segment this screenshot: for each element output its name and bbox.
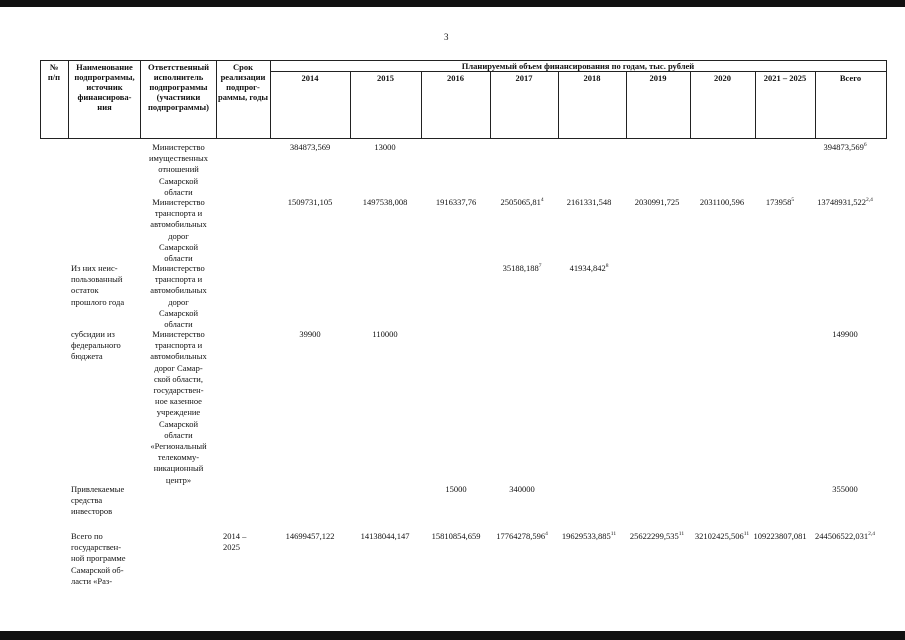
value-cell (800, 484, 890, 494)
header-col-executor: Ответственный исполнитель подпрограммы (участники подпрограммы) (147, 62, 210, 112)
value-number: 173958 (765, 197, 792, 207)
value-number: 17764278,596 (496, 531, 546, 541)
value-number: 110000 (372, 329, 398, 339)
header-col-term: Срок реализации подпрог- раммы, годы (217, 62, 269, 102)
page-number: 3 (444, 32, 449, 42)
row-executor-line: учреждение (156, 407, 201, 418)
header-year-2: 2016 (447, 73, 464, 83)
value-number: 1509731,105 (287, 197, 333, 207)
value-number: 13748931,522 (817, 197, 866, 207)
row-name-line: Всего по (71, 531, 103, 541)
footnote-mark: 11 (678, 531, 685, 537)
footnote-mark: 11 (610, 531, 617, 537)
header-years-line (270, 71, 886, 72)
row-executor-line: области (164, 253, 193, 263)
value-number: 109223807,081 (753, 531, 807, 541)
header-year-5: 2019 (649, 73, 667, 83)
row-executor-line: Самарской (158, 307, 199, 318)
row-executor-line: автомобильных (150, 285, 207, 296)
value-number: 340000 (509, 484, 535, 494)
footnote-mark: 2,4 (866, 197, 873, 203)
row-name-line: бюджета (71, 351, 103, 362)
row-name-line: субсидии из (71, 329, 115, 339)
top-border-bar (0, 0, 905, 7)
value-cell (340, 142, 430, 152)
value-cell (477, 484, 567, 494)
value-number: 394873,569 (823, 142, 864, 152)
row-executor-line: телекомму- (157, 452, 200, 463)
value-number: 2030991,725 (634, 197, 680, 207)
header-bottom-line (40, 138, 886, 139)
header-year-0: 2014 (301, 73, 319, 83)
row-executor-line: «Региональный (150, 441, 207, 451)
header-funding-title: Планируемый объем финансирования по годам, тыс. рублей (461, 61, 695, 71)
row-name-line: ной программе (71, 553, 126, 564)
value-cell (544, 263, 634, 273)
row-name-line: государствен- (71, 542, 122, 553)
row-term-line: 2025 (223, 542, 240, 553)
header-year-8: Всего (839, 73, 862, 83)
value-number: 1916337,76 (435, 197, 477, 207)
header-vline (270, 60, 271, 139)
row-executor-line: ской области, (154, 373, 203, 384)
value-number: 2031100,596 (699, 197, 745, 207)
value-number: 15810854,659 (431, 531, 481, 541)
row-executor-line: Министерство (152, 329, 205, 339)
header-year-6: 2020 (714, 73, 731, 83)
row-term-line: 2014 – (223, 531, 247, 541)
row-name-line: федерального (71, 340, 121, 351)
row-executor-line: Министерство (152, 197, 205, 207)
row-executor-line: транспорта и (154, 340, 203, 351)
value-cell (800, 142, 890, 152)
value-cell (800, 329, 890, 339)
row-executor-line: ное казенное (155, 396, 202, 407)
row-executor-line: имущественных (149, 153, 208, 164)
row-executor-line: области (164, 429, 193, 440)
bottom-border-bar (0, 631, 905, 640)
header-year-3: 2017 (515, 73, 533, 83)
footnote-mark: 2,4 (868, 531, 875, 537)
header-col-name: Наименование подпрограммы, источник финансирова- ния (74, 62, 135, 112)
value-number: 15000 (445, 484, 467, 494)
row-executor-line: Министерство (152, 142, 205, 152)
value-number: 32102425,506 (694, 531, 744, 541)
row-executor-line: области (164, 319, 193, 329)
value-number: 355000 (832, 484, 858, 494)
value-cell (800, 531, 890, 541)
row-name-line: прошлого года (71, 296, 125, 307)
row-executor-line: области (164, 186, 193, 197)
value-number: 35188,188 (502, 263, 539, 273)
footnote-mark: 7 (538, 263, 542, 269)
value-number: 25622299,535 (629, 531, 679, 541)
row-name-line: остаток (71, 285, 99, 296)
row-executor-line: Министерство (152, 263, 205, 273)
row-name-line: Самарской об- (71, 564, 124, 575)
row-executor-line: Самарской (158, 241, 199, 252)
value-number: 244506522,031 (815, 531, 869, 541)
header-year-1: 2015 (377, 73, 394, 83)
row-executor-line: дорог Самар- (154, 362, 203, 373)
value-number: 384873,569 (289, 142, 331, 152)
row-executor-line: отношений (158, 164, 199, 175)
row-name-line: средства (71, 495, 103, 506)
value-number: 2505065,81 (500, 197, 541, 207)
value-number: 149900 (832, 329, 858, 339)
row-name-line: Из них неис- (71, 263, 118, 273)
footnote-mark: 6 (863, 142, 867, 148)
header-col-number: № п/п (47, 62, 61, 82)
row-name-line: ласти «Раз- (71, 575, 113, 586)
row-executor-line: транспорта и (154, 274, 203, 285)
row-name-line: инвесторов (71, 506, 113, 517)
header-year-4: 2018 (583, 73, 601, 83)
value-number: 14699457,122 (285, 531, 335, 541)
header-vline (68, 60, 69, 139)
row-name-line: Привлекаемые (71, 484, 125, 494)
value-number: 39900 (299, 329, 321, 339)
footnote-mark: 4 (540, 197, 544, 203)
value-number: 19629533,885 (561, 531, 611, 541)
value-number: 2161331,548 (566, 197, 612, 207)
row-executor-line: дорог (168, 230, 189, 241)
value-cell (800, 197, 890, 207)
row-executor-line: дорог (168, 296, 189, 307)
value-number: 41934,842 (569, 263, 606, 273)
header-vline (886, 60, 887, 139)
value-cell (340, 329, 430, 339)
row-executor-line: автомобильных (150, 351, 207, 362)
row-executor-line: центр» (165, 474, 192, 485)
row-name-line: пользованный (71, 274, 123, 285)
row-executor-line: Самарской (158, 175, 199, 186)
row-executor-line: автомобильных (150, 219, 207, 230)
footnote-mark: 11 (743, 531, 750, 537)
value-number: 13000 (374, 142, 396, 152)
row-executor-line: транспорта и (154, 208, 203, 219)
row-executor-line: Самарской (158, 418, 199, 429)
value-number: 1497538,008 (362, 197, 408, 207)
footnote-mark: 4 (545, 531, 548, 537)
header-year-7: 2021 – 2025 (763, 73, 807, 83)
value-number: 14138044,147 (360, 531, 410, 541)
header-vline (140, 60, 141, 139)
footnote-mark: 5 (791, 197, 795, 203)
row-executor-line: никационный (153, 463, 204, 474)
row-executor-line: государствен- (153, 385, 204, 395)
footnote-mark: 8 (605, 263, 609, 269)
